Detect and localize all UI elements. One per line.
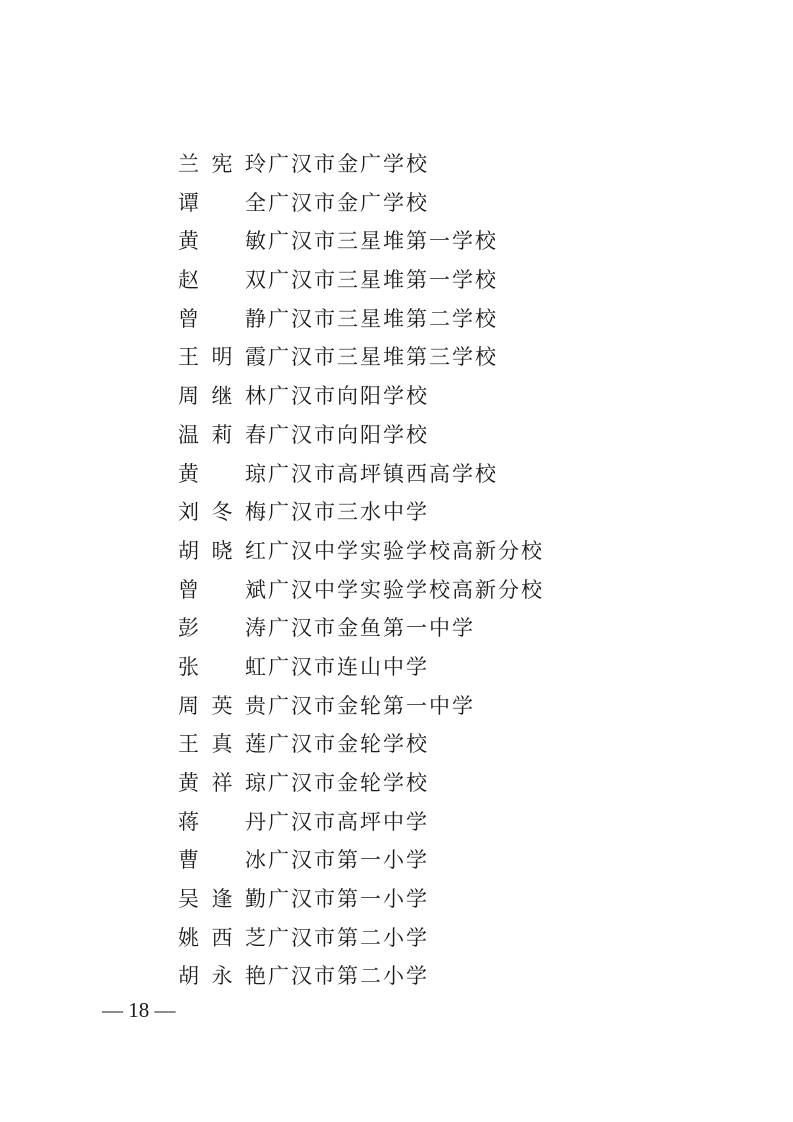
person-name: 兰宪玲 bbox=[178, 152, 268, 176]
person-name: 王明霞 bbox=[178, 345, 268, 370]
list-item bbox=[178, 455, 544, 494]
list-item bbox=[178, 300, 544, 339]
list-item bbox=[178, 648, 544, 687]
person-name: 吴逢勤 bbox=[178, 887, 268, 912]
person-name: 黄 琼 bbox=[178, 461, 268, 486]
list-item bbox=[178, 764, 544, 803]
person-name: 周英贵 bbox=[178, 693, 268, 718]
person-name: 曹 冰 bbox=[178, 848, 268, 873]
school-name: 广汉市三星堆第二学校 bbox=[268, 306, 498, 331]
school-name: 广汉市三星堆第三学校 bbox=[268, 345, 498, 370]
school-name: 广汉市高坪镇西高学校 bbox=[268, 461, 498, 486]
school-name: 广汉市金轮学校 bbox=[268, 732, 429, 757]
list-item bbox=[178, 803, 544, 842]
list-item bbox=[178, 919, 544, 958]
person-name: 谭 全 bbox=[178, 190, 268, 215]
school-name: 广汉市金轮第一中学 bbox=[268, 693, 475, 718]
person-name: 赵 双 bbox=[178, 268, 268, 293]
list-item bbox=[178, 222, 544, 261]
person-name: 曾 静 bbox=[178, 306, 268, 331]
school-name: 广汉市第一小学 bbox=[268, 848, 429, 873]
school-name: 广汉市金鱼第一中学 bbox=[268, 616, 475, 641]
list-item bbox=[178, 609, 544, 648]
school-name: 广汉市金广学校 bbox=[268, 190, 429, 215]
school-name: 广汉市第二小学 bbox=[268, 964, 429, 989]
school-name: 广汉市连山中学 bbox=[268, 654, 429, 679]
person-name: 周继林 bbox=[178, 384, 268, 409]
person-name: 黄 敏 bbox=[178, 229, 268, 254]
list-item bbox=[178, 725, 544, 764]
person-name: 王真莲 bbox=[178, 732, 268, 757]
person-name: 曾 斌 bbox=[178, 577, 268, 602]
school-name: 广汉市向阳学校 bbox=[268, 384, 429, 409]
list-item bbox=[178, 532, 544, 571]
person-name: 黄祥琼 bbox=[178, 771, 268, 795]
list-item bbox=[178, 841, 544, 880]
list-item bbox=[178, 880, 544, 919]
person-name: 温莉春 bbox=[178, 422, 268, 447]
name-list bbox=[178, 145, 544, 996]
list-item bbox=[178, 571, 544, 610]
list-item bbox=[178, 145, 544, 184]
school-name: 广汉市第二小学 bbox=[268, 925, 429, 950]
person-name: 胡晓红 bbox=[178, 538, 268, 563]
list-item bbox=[178, 184, 544, 223]
school-name: 广汉市金广学校 bbox=[268, 152, 429, 176]
school-name: 广汉市三水中学 bbox=[268, 500, 429, 525]
list-item bbox=[178, 338, 544, 377]
person-name: 彭 涛 bbox=[178, 616, 268, 641]
list-item bbox=[178, 687, 544, 726]
list-item bbox=[178, 416, 544, 455]
list-item bbox=[178, 377, 544, 416]
person-name: 胡永艳 bbox=[178, 964, 268, 989]
list-item bbox=[178, 957, 544, 996]
person-name: 姚西芝 bbox=[178, 925, 268, 950]
school-name: 广汉市三星堆第一学校 bbox=[268, 229, 498, 254]
school-name: 广汉中学实验学校高新分校 bbox=[268, 538, 544, 563]
school-name: 广汉市金轮学校 bbox=[268, 771, 429, 795]
school-name: 广汉市向阳学校 bbox=[268, 422, 429, 447]
school-name: 广汉中学实验学校高新分校 bbox=[268, 577, 544, 602]
person-name: 蒋 丹 bbox=[178, 809, 268, 834]
person-name: 刘冬梅 bbox=[178, 500, 268, 525]
school-name: 广汉市高坪中学 bbox=[268, 809, 429, 834]
school-name: 广汉市第一小学 bbox=[268, 887, 429, 912]
page-number: — 18 — bbox=[102, 998, 176, 1022]
list-item bbox=[178, 493, 544, 532]
school-name: 广汉市三星堆第一学校 bbox=[268, 268, 498, 293]
person-name: 张 虹 bbox=[178, 654, 268, 679]
list-item bbox=[178, 261, 544, 300]
